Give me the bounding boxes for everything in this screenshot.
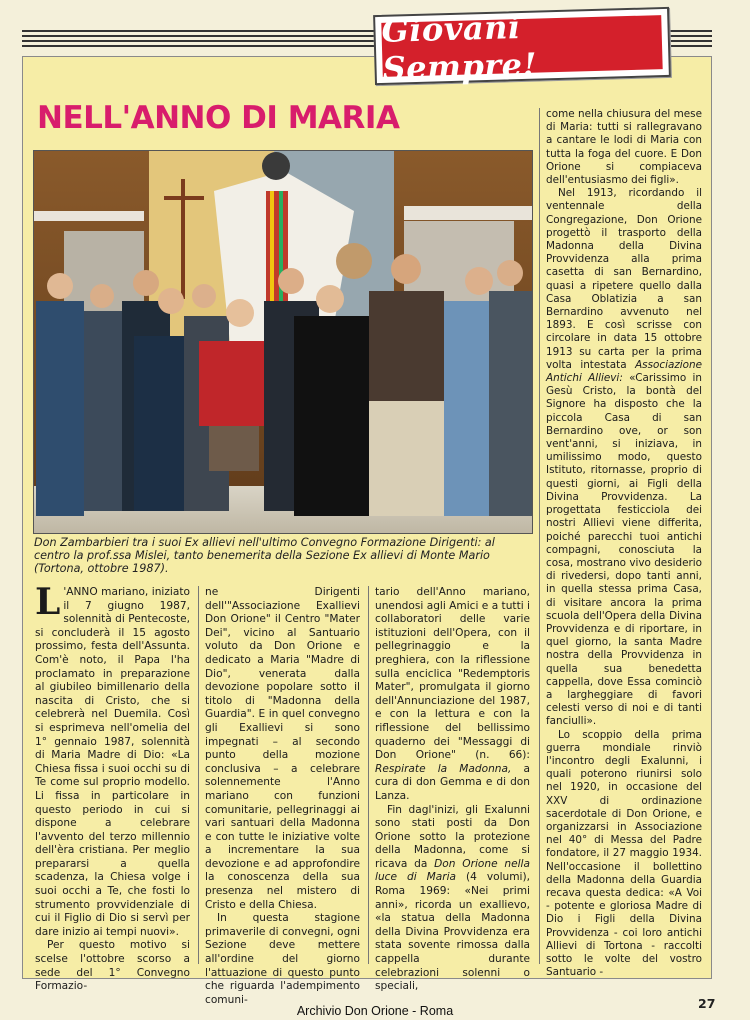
italic-title: Don Orione nella luce di Maria <box>375 857 530 884</box>
photo-caption: Don Zambarbieri tra i suoi Ex allievi nell'ultimo Convegno Formazione Dirigenti: al centro la prof.ssa Mislei, tanto benemerita della Sezione Ex allievi di Monte Mario (Tortona, ottobre 1987). <box>34 536 495 575</box>
archive-footer: Archivio Don Orione - Roma <box>296 1004 454 1018</box>
paragraph-text: a cura di don Gemma e di don Lanza. <box>375 762 530 802</box>
group-photo-illustration <box>34 151 532 533</box>
top-rule-4 <box>22 45 374 47</box>
body-column-1 <box>35 581 190 994</box>
body-column-4 <box>546 108 702 979</box>
top-rule-7 <box>668 40 712 42</box>
top-rule-3 <box>22 40 374 42</box>
paragraph: come nella chiusura del mese di Maria: tutti si rallegravano a cantare le lodi di Maria con tutta la foga del cuore. E Don Orione si compiaceva dell'entusiasmo dei figli». <box>546 108 702 187</box>
banner-red-field <box>380 8 662 88</box>
paragraph <box>35 581 190 939</box>
paragraph: In questa stagione primaverile di convegni, ogni Sezione deve mettere all'ordine del giorno l'attuazione di questo punto che riguarda l'adempimento comuni- <box>205 912 360 1006</box>
drop-cap: L <box>35 581 61 623</box>
paragraph-text: tario dell'Anno mariano, unendosi agli Amici e a tutti i collaboratori delle varie istituzioni dell'Opera, con il pellegrinaggio e la preghiera, con la riflessione sulla enciclica "Redemptoris Mater", promulgata il giorno dell'Annunciazione del 1987, e con la lettura e con la riflessione del bellissimo quaderno dei "Messaggi di Don Orione" (n. 66): <box>375 586 530 762</box>
italic-title: Associazione Antichi Allievi: <box>546 358 702 385</box>
column-divider <box>368 586 369 964</box>
paragraph: ne Dirigenti dell'"Associazione Exallievi Don Orione" il Centro "Mater Dei", vicino al Santuario voluto da Don Orione e dedicato a Maria "Madre di Dio", venerata dalla devozione popolare sotto il titolo di "Madonna della Guardia". E in quel convegno gli Exallievi si sono impegnati – al secondo punto della mozione conclusiva – a celebrare solennemente l'Anno mariano con funzioni comunitarie, pellegrinaggi ai vari santuari della Madonna e con tutte le iniziative volte a incrementare la sua devozione e ad approfondire la conoscenza della sua presenza nel mistero di Cristo e della Chiesa. <box>205 586 360 911</box>
top-rule-2 <box>22 35 374 37</box>
paragraph <box>546 187 702 728</box>
page-number: 27 <box>698 996 716 1011</box>
column-divider <box>198 586 199 964</box>
paragraph: Lo scoppio della prima guerra mondiale rinviò l'incontro degli Exalunni, i quali poterono riunirsi solo nel 1920, in occasione del XXV di ordinazione sacerdotale di Don Orione, e organizzarsi in Associazione nel 40° di Messa del Padre fondatore, il 27 maggio 1934. Nell'occasione il bollettino della Madonna della Guardia recava questa dedica: «A Voi - potente e gloriosa Madre di Dio i Figli della Divina Provvidenza - coi loro antichi Allievi di Tortona - raccolti sotto le volte del vostro Santuario - <box>546 728 702 979</box>
top-rule-6 <box>668 35 712 37</box>
body-column-2 <box>205 586 360 1007</box>
column-divider <box>539 108 540 964</box>
body-column-3 <box>375 586 530 994</box>
italic-title: Respirate la Madonna, <box>375 762 512 775</box>
group-photo <box>33 150 533 534</box>
paragraph <box>375 586 530 804</box>
paragraph-text: Nel 1913, ricordando il ventennale della Congregazione, Don Orione progettò il trasporto della Madonna della Divina Provvidenza alla prima casetta di san Bernardino, quasi a ripetere quello dalla Casa Oblatizia a san Bernardino avvenuto nel 1893. E così scrisse con circolare in data 15 ottobre 1913 su carta per la prima volta intestata <box>546 187 702 371</box>
top-rule-1 <box>22 30 374 32</box>
section-banner <box>373 7 671 88</box>
paragraph-text: 'ANNO mariano, iniziato il 7 giugno 1987, solennità di Pentecoste, si concluderà il 15 agosto prossimo, festa dell'Assunta. Com'è noto, il Papa l'ha proclamato in preparazione al giubileo bimillenario della nascita di Cristo, che si celebrerà nel Duemila. Così si esprimeva nell'omelia del 1° gennaio 1987, solennità di Maria Madre di Dio: «La Chiesa fissa i suoi occhi su di Te come sul proprio modello. Li fissa in particolare in questo periodo in cui si dispone a celebrare l'avvento del terzo millennio dell'èra cristiana. Per meglio prepararsi a quella scadenza, la Chiesa volge i suoi occhi a Te, che fosti lo strumento provvidenziale di cui il Figlio di Dio si servì per dare inizio ai tempi nuovi». <box>35 586 190 938</box>
article-headline: NELL'ANNO DI MARIA <box>37 100 400 136</box>
paragraph-text: (4 volumi), Roma 1969: «Nei primi anni», ricorda un exallievo, «la statua della Madonna della Divina Provvidenza era stata sovente rimossa dalla cappella durante celebrazioni solenni o speciali, <box>375 871 531 993</box>
paragraph <box>375 804 530 994</box>
paragraph-text: Fin dagl'inizi, gli Exalunni sono stati posti da Don Orione sotto la protezione della Madonna, come si ricava da <box>375 803 530 870</box>
paragraph: Per questo motivo si scelse l'ottobre scorso a sede del 1° Convegno Formazio- <box>35 939 190 993</box>
banner-title: Giovani Sempre! <box>380 8 538 88</box>
top-rule-8 <box>668 45 712 47</box>
paragraph-text: «Carissimo in Gesù Cristo, la bontà del Signore ha disposto che la piccola Casa di san Bernardino ove, or son vent'anni, si iniziava, in umilissimo modo, questo Istituto, ritornasse, proprio di questi giorni, ai Figli della Divina Provvidenza. La progettata festicciola dei nostri Allievi viene differita, poiché parecchi tuoi antichi compagni, conosciuta la cosa, mostrano vivo desiderio di rivedersi, dopo tanti anni, in quella stessa prima Casa, di visitare ancora la prima scuola dell'Opera della Divina Provvidenza e di riportare, in quel giorno, la santa Madre nostra della Provvidenza in quella sua benedetta cappella, dove Essa cominciò a largheggiare di favori celesti verso di noi e di tanti fanciulli». <box>546 372 703 728</box>
top-rule-5 <box>668 30 712 32</box>
